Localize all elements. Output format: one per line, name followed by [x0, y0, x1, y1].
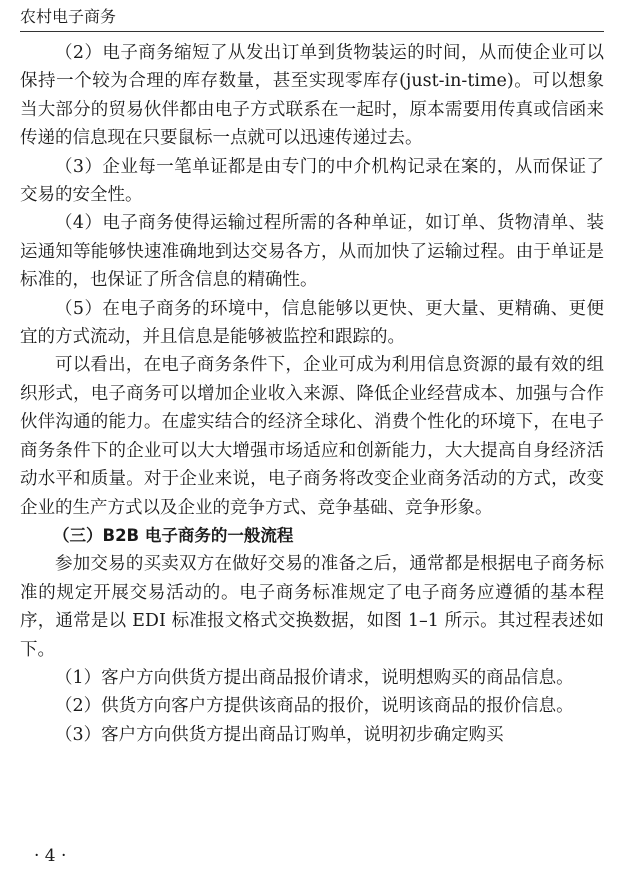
paragraph-summary: 可以看出，在电子商务条件下，企业可成为利用信息资源的最有效的组织形式，电子商务可以增加企业收入来源、降低企业经营成本、加强与合作伙伴沟通的能力。在虚实结合的经济全球化、消费个性化的环境下，在电子商务条件下的企业可以大大增强市场适应和创新能力，大大提高自身经济活动水平和质量。对于企业来说，电子商务将改变企业商务活动的方式，改变企业的生产方式以及企业的竞争方式、竞争基础、竞争形象。 — [20, 355, 604, 518]
paragraph-point-5: （5）在电子商务的环境中，信息能够以更快、更大量、更精确、更便宜的方式流动，并且信息是能够被监控和跟踪的。 — [20, 298, 604, 348]
paragraph-b2b-intro: 参加交易的买卖双方在做好交易的准备之后，通常都是根据电子商务标准的规定开展交易活动的。电子商务标准规定了电子商务应遵循的基本程序，通常是以 EDI 标准报文格式交换数据，如图 1–1 所示。其过程表述如下。 — [20, 554, 604, 660]
paragraph-point-2: （2）电子商务缩短了从发出订单到货物装运的时间，从而使企业可以保持一个较为合理的库存数量，甚至实现零库存(just-in-time)。可以想象当大部分的贸易伙伴都由电子方式联系在一起时，原本需要用传真或信函来传递的信息现在只要鼠标一点就可以迅速传递过去。 — [20, 43, 604, 149]
page-body — [20, 39, 604, 749]
page-number: · 4 · — [34, 846, 67, 866]
running-header: 农村电子商务 — [20, 7, 117, 26]
paragraph-step-3: （3）客户方向供货方提出商品订购单，说明初步确定购买 — [55, 724, 504, 745]
section-heading: （三）B2B 电子商务的一般流程 — [53, 525, 294, 545]
paragraph-point-3: （3）企业每一笔单证都是由专门的中介机构记录在案的，从而保证了交易的安全性。 — [20, 156, 604, 206]
header-rule — [20, 31, 604, 32]
paragraph-point-4: （4）电子商务使得运输过程所需的各种单证，如订单、货物清单、装运通知等能够快速准确地到达交易各方，从而加快了运输过程。由于单证是标准的，也保证了所含信息的精确性。 — [20, 213, 604, 291]
paragraph-step-1: （1）客户方向供货方提出商品报价请求，说明想购买的商品信息。 — [55, 667, 574, 688]
paragraph-step-2: （2）供货方向客户方提供该商品的报价，说明该商品的报价信息。 — [55, 696, 574, 717]
